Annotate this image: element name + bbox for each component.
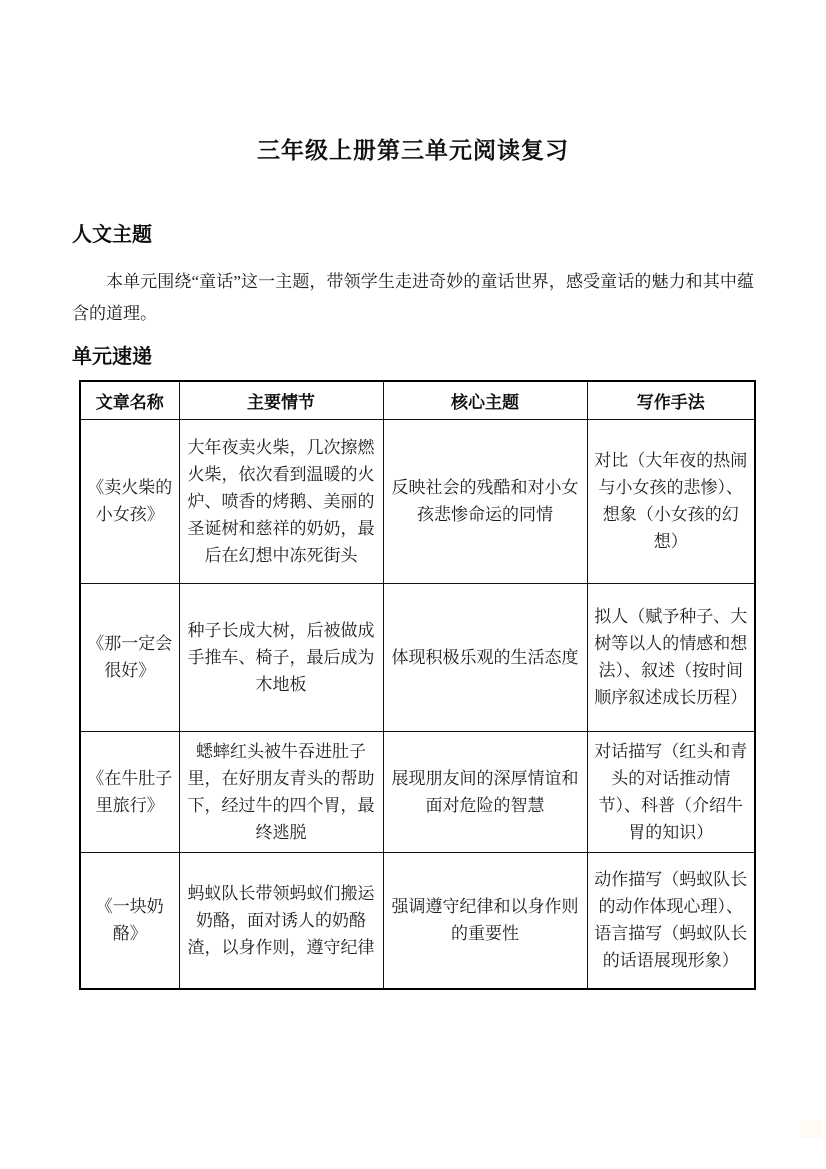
column-header-main-plot: 主要情节: [179, 381, 383, 419]
cell-writing-technique: 对比（大年夜的热闹与小女孩的悲惨）、想象（小女孩的幻想）: [587, 419, 755, 583]
table-row: [80, 852, 755, 989]
cell-article-name: 《卖火柴的小女孩》: [80, 419, 179, 583]
cell-writing-technique: 动作描写（蚂蚁队长的动作体现心理）、语言描写（蚂蚁队长的话语展现形象）: [587, 852, 755, 989]
column-header-writing-technique: 写作手法: [587, 381, 755, 419]
column-header-core-theme: 核心主题: [383, 381, 587, 419]
cell-core-theme: 体现积极乐观的生活态度: [383, 583, 587, 731]
intro-paragraph: 本单元围绕“童话”这一主题，带领学生走进奇妙的童话世界，感受童话的魅力和其中蕴含的道理。: [72, 272, 754, 323]
column-header-article-name: 文章名称: [80, 381, 179, 419]
cell-main-plot: 蚂蚁队长带领蚂蚁们搬运奶酪，面对诱人的奶酪渣，以身作则，遵守纪律: [179, 852, 383, 989]
cell-article-name: 《那一定会很好》: [80, 583, 179, 731]
table-header-row: [80, 381, 755, 419]
section-heading-humanistic-theme: 人文主题: [72, 224, 152, 246]
cell-main-plot: 蟋蟀红头被牛吞进肚子里，在好朋友青头的帮助下，经过牛的四个胃，最终逃脱: [179, 731, 383, 852]
cell-core-theme: 强调遵守纪律和以身作则的重要性: [383, 852, 587, 989]
cell-main-plot: 大年夜卖火柴，几次擦燃火柴，依次看到温暖的火炉、喷香的烤鹅、美丽的圣诞树和慈祥的奶奶，最后在幻想中冻死街头: [179, 419, 383, 583]
cell-article-name: 《在牛肚子里旅行》: [80, 731, 179, 852]
page-artifact: [800, 1120, 823, 1138]
section-heading-unit-express: 单元速递: [72, 346, 152, 368]
cell-core-theme: 反映社会的残酷和对小女孩悲惨命运的同情: [383, 419, 587, 583]
table-row: [80, 731, 755, 852]
cell-core-theme: 展现朋友间的深厚情谊和面对危险的智慧: [383, 731, 587, 852]
table-row: [80, 419, 755, 583]
cell-writing-technique: 拟人（赋予种子、大树等以人的情感和想法）、叙述（按时间顺序叙述成长历程）: [587, 583, 755, 731]
unit-summary-table: [79, 380, 756, 990]
page-title: 三年级上册第三单元阅读复习: [257, 137, 569, 163]
table-row: [80, 583, 755, 731]
cell-article-name: 《一块奶酪》: [80, 852, 179, 989]
cell-main-plot: 种子长成大树，后被做成手推车、椅子，最后成为木地板: [179, 583, 383, 731]
cell-writing-technique: 对话描写（红头和青头的对话推动情节）、科普（介绍牛胃的知识）: [587, 731, 755, 852]
